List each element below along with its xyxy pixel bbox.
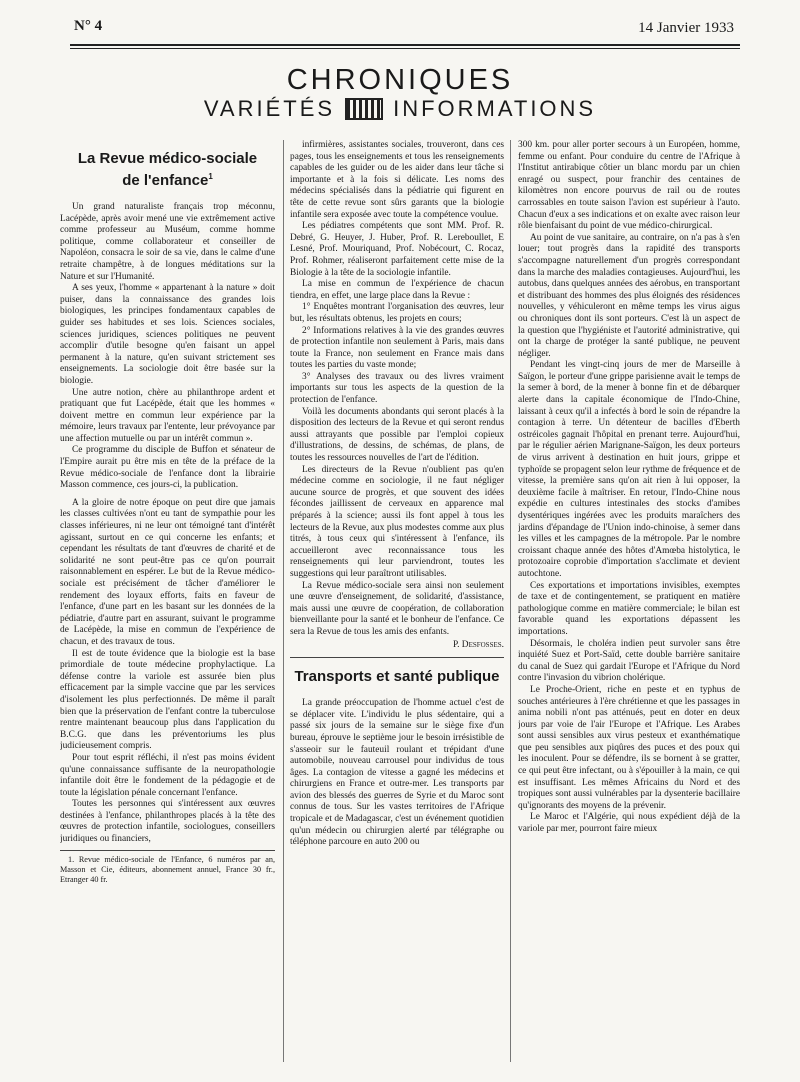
paragraph: infirmières, assistantes sociales, trouveront, dans ces pages, tous les enseignements et tous les renseignements capables de les guider ou de les aider dans leur tâche si importante et à la fois si délicate. Les noms des médecins spécialisés dans la pédiatrie qui figurent en tête de cette revue sont sûrs garants que la biologie infantile sera exposée avec toute la compétence voulue.	[290, 140, 504, 220]
article-separator	[290, 657, 504, 658]
section-masthead	[0, 64, 800, 122]
paragraph: Au point de vue sanitaire, au contraire, on n'a pas à s'en louer; tout progrès dans la rapidité des transports s'accompagne naturellement d'un progrès correspondant dans la marche des maladies contagieuses. Aujourd'hui, les autobus, dans quelques années des aérobus, en transportant et distribuant des hommes des plus éloignés des résidences nouvelles, y véhiculeront en même temps les virus aigus ou chroniques dont ils sont porteurs. C'est là un aspect de la question que l'hygiéniste et l'autorité administrative, qui ont la charge de protéger la santé publique, ne peuvent négliger.	[518, 232, 740, 359]
column-3	[518, 140, 740, 1062]
paragraph: 300 km. pour aller porter secours à un Européen, homme, femme ou enfant. Pour conduire du centre de l'Afrique à l'Institut antirabique côtier un blanc mordu par un chien enragé ou suspect, pour franchir des centaines de kilomètres non encore pourvus de rail ou de routes carrossables en toute saison l'avion est supérieur à l'auto. Chacun d'eux a ses indications et on exalte avec raison leur rôle bienfaisant du point de vue médico-chirurgical.	[518, 140, 740, 232]
article1-title	[60, 150, 275, 190]
article1-title-line1: La Revue médico-sociale	[77, 150, 258, 167]
article2-title: Transports et santé publique	[294, 668, 500, 686]
paragraph: Le Proche-Orient, riche en peste et en typhus de souches antérieures à l'ère chrétienne et que les passages in anima nobili n'ont pas atténués, peut en doter en deux jours par voie de l'air l'Europe et l'Afrique. Les Arabes sont aussi sensibles aux virus pesteux et exanthématique que peu sensibles aux piqûres des puces et des poux qui les inoculent. Pour se défendre, ils se bornent à se gratter, ce qui peut être infectant, ou à s'épouiller à la main, ce qui est insuffisant. Les mêmes Africains du Nord et des tropiques sont aussi vulnérables par la dysenterie bacillaire qu'ignorants des moyens de la prévenir.	[518, 684, 740, 811]
paragraph: Une autre notion, chère au philanthrope ardent et pratiquant que fut Lacépède, était que les hommes « doivent mettre en commun leur expérience par la mémoire, leurs travaux par l'entente, leur prévoyance par une affection mutuelle ou par un intérêt commun ».	[60, 387, 275, 444]
paragraph: Voilà les documents abondants qui seront placés à la disposition des lecteurs de la Revue et qui seront rendus aussi attrayants que possible par l'emploi copieux d'illustrations, de dessins, de schémas, de plans, de toutes les ressources nouvelles de l'art de l'édition.	[290, 406, 504, 464]
paragraph: Il est de toute évidence que la biologie est la base primordiale de toute médecine prophylactique. La défense contre la variole est assurée bien plus efficacement par la simple vaccine que par les services d'isolement les plus perfectionnés. De même il paraît bien que la préservation de l'enfant contre la tuberculose rentre maintenant beaucoup plus dans l'application du B.C.G. que dans les préventoriums les plus judicieusement compris.	[60, 648, 275, 752]
ornament-icon	[345, 98, 383, 120]
paragraph: La grande préoccupation de l'homme actuel c'est de se déplacer vite. L'individu le plus sédentaire, qui a passé six jours de la semaine sur le siège fixe d'un bureau, éprouve le septième jour le besoin irrésistible de s'asseoir sur le fauteuil roulant et trépidant d'une automobile, nouveau carrousel pour individus de tous âges. La contagion de vitesse a gagné les médecins et chirurgiens en France et outre-mer. Les transports par avion des blessés des guerres de Syrie et du Maroc sont connus de tous. Sur les vastes territoires de l'Afrique tropicale et de Madagascar, c'est un événement quotidien qu'un médecin ou chirurgien alerté par télégraphe ou téléphone parcoure en auto 200 ou	[290, 698, 504, 848]
header-rule	[70, 44, 740, 46]
footnote: 1. Revue médico-sociale de l'Enfance, 6 numéros par an, Masson et Cie, éditeurs, abonnement annuel, France 30 fr., Etranger 40 fr.	[60, 854, 275, 884]
paragraph: Un grand naturaliste français trop méconnu, Lacépède, après avoir mené une vie extrêmement active comme professeur au Muséum, comme homme politique, comme collaborateur et conseiller de Napoléon, consacra le soir de sa vie, dans le calme d'une retraite champêtre, à de longues méditations sur la Nature et sur l'Humanité.	[60, 202, 275, 282]
issue-number: N° 4	[74, 18, 103, 34]
header-rule-thin	[70, 48, 740, 49]
paragraph: Ce programme du disciple de Buffon et sénateur de l'Empire aurait pu être mis en tête de la préface de la Revue médico-sociale de l'enfance dont la librairie Masson commence, ces jours-ci, la publication.	[60, 445, 275, 491]
section-title: CHRONIQUES	[286, 64, 514, 96]
paragraph: 2° Informations relatives à la vie des grandes œuvres de protection infantile non seulement à Paris, mais dans toute la France, non seulement en France mais dans toutes les parties du vaste monde;	[290, 325, 504, 371]
article1-signature: P. Desfosses.	[452, 639, 504, 650]
issue-date: 14 Janvier 1933	[638, 20, 734, 36]
paragraph: A ses yeux, l'homme « appartenant à la nature » doit puiser, dans la connaissance des grandes lois biologiques, les principes fondamentaux capables de guider ses habitudes et ses lois. Sciences sociales, sciences juridiques, sciences politiques ne peuvent accomplir d'utile besogne qu'en faisant un appel permanent à la nature, qu'en suivant strictement ses enseignements. La sociologie doit être basée sur la biologie.	[60, 283, 275, 386]
footnote-rule	[60, 850, 275, 851]
subtitle-left: VARIÉTÉS	[203, 96, 336, 121]
paragraph: La Revue médico-sociale sera ainsi non seulement une œuvre d'enseignement, de solidarité, d'assistance, mais aussi une œuvre de coopération, de collaboration bienveillante pour la santé et le bonheur de l'enfance. Ce sera la Revue de tous les amis des enfants.	[290, 580, 504, 637]
paragraph: 3° Analyses des travaux ou des livres vraiment importants sur tous les aspects de la question de la protection de l'enfance.	[290, 371, 504, 406]
paragraph: Les directeurs de la Revue n'oublient pas qu'en médecine comme en sociologie, il ne faut négliger aucune source de progrès, et que souvent des idées fécondes jaillissent de cerveaux en apparence mal préparés à la science; aussi ils font appel à tous les lecteurs de la Revue, aux plus modestes comme aux plus titrés, à tous ceux qui s'intéressent à l'enfance, ils accueilleront avec reconnaissance tous les renseignements qui leur parviendront, toutes les suggestions qui leur paraîtront utilisables.	[290, 464, 504, 579]
paragraph: Le Maroc et l'Algérie, qui nous expédient déjà de la variole par mer, pourront faire mieux	[518, 812, 740, 835]
section-subtitle	[0, 96, 800, 122]
paragraph: 1° Enquêtes montrant l'organisation des œuvres, leur but, les résultats obtenus, les projets en cours;	[290, 302, 504, 324]
article1-title-line2: de l'enfance	[122, 172, 209, 189]
paragraph: Pour tout esprit réfléchi, il n'est pas moins évident qu'une connaissance suffisante de la neuropathologie infantile doit être le fondement de la pédagogie et de toute la législation pénale concernant l'enfance.	[60, 752, 275, 798]
subtitle-right: INFORMATIONS	[393, 96, 597, 121]
paragraph: Pendant les vingt-cinq jours de mer de Marseille à Saïgon, le porteur d'une grippe parisienne avait le temps de la semer à bord, de la mener à bonne fin et de débarquer alerte dans la capitale économique de l'Indo-Chine, laissant à ceux qu'il a infectés à bord le soin de répandre la contagion à terre. Un détenteur de bacilles d'Eberth ostréicoles gagnait l'hôpital en prenant terre. Aujourd'hui, par le régulier aérien Marignane-Saïgon, les deux porteurs de virus arrivent à destination en huit jours, grippe et typhoïde se propagent selon leur rythme de fréquence et de vitesse, la première sans qu'on ait rien à lui opposer, la deuxième facile à maîtriser. En retour, l'Indo-Chine nous expédie en cultures intestinales des stocks d'amibes dysentériques ingérées avec les produits maraîchers des jardins d'épandage de l'Union indo-chinoise, à semer dans les villes et les campagnes de la métropole. Par le nombre croissant chaque année des hôtes d'Amœba histolytica, le protozoaire coprobie d'importation s'acclimate et devient autochtone.	[518, 360, 740, 579]
article1-title-note: 1	[208, 172, 213, 181]
paragraph: Toutes les personnes qui s'intéressent aux œuvres destinées à l'enfance, philanthropes placés à la tête des œuvres de protection infantile, sociologues, conseillers juridiques ou financiers,	[60, 799, 275, 845]
paragraph: Ces exportations et importations invisibles, exemptes de taxe et de contingentement, se pratiquent en matière pathologique comme en matière commerciale; le bilan est favorable quand les exportations dépassent les importations.	[518, 580, 740, 637]
column-2	[283, 140, 511, 1062]
paragraph: Désormais, le choléra indien peut survoler sans être inquiété Suez et Port-Saïd, cette double barrière sanitaire du canal de Suez qui gardait l'Europe et l'Afrique du Nord contre l'invasion du vibrion cholérique.	[518, 638, 740, 684]
paragraph: A la gloire de notre époque on peut dire que jamais les classes cultivées n'ont eu tant de sympathie pour les classes inférieures, ni ne leur ont témoigné tant d'intérêt agissant, surtout en ce qui concerne les enfants; et cependant les résultats de tant d'œuvres de charité et de solidarité ne sont peut-être pas ce qu'on pourrait raisonnablement en espérer. Le but de la Revue médico-sociale est précisément de tâcher d'améliorer le rendement des loyaux efforts, faits en faveur de l'enfance, d'une part en les basant sur les données de la pédiatrie, d'autre part en assurant, suivant le programme de Lacépède, la mise en commun de l'expérience de chacun, et des travaux de tous.	[60, 497, 275, 647]
paragraph: Les pédiatres compétents que sont MM. Prof. R. Debré, G. Heuyer, J. Huber, Prof. R. Lereboullet, E Lesné, Prof. Mouriquand, Prof. Nobécourt, C. Rocaz, Prof. Rohmer, réaliseront parfaitement cette mise de la Biologie à la tête de la sociologie infantile.	[290, 221, 504, 278]
column-1	[60, 140, 275, 1045]
paragraph: La mise en commun de l'expérience de chacun tiendra, en effet, une large place dans la Revue :	[290, 279, 504, 301]
